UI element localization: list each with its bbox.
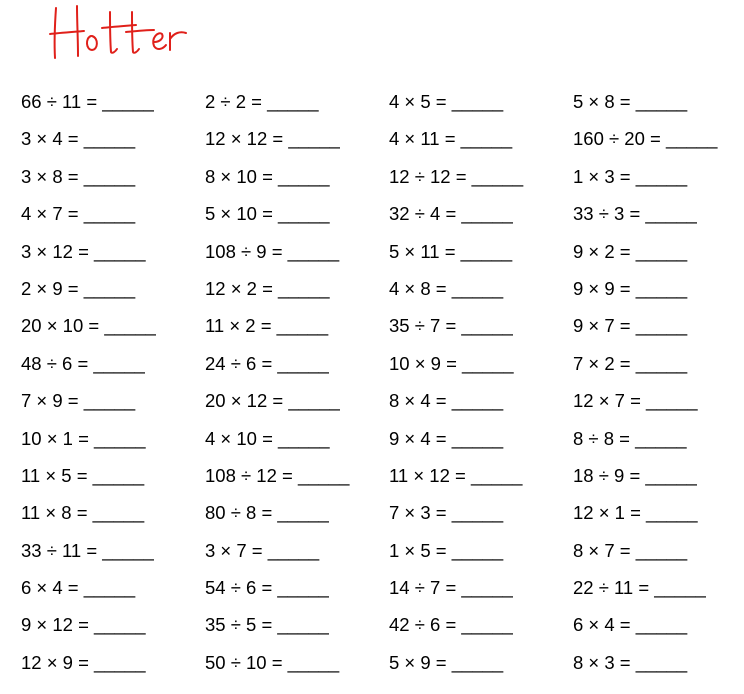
math-problem: 11 × 8 = _____	[21, 502, 145, 524]
math-problem: 4 × 7 = _____	[21, 203, 136, 225]
math-problem: 3 × 8 = _____	[21, 165, 136, 187]
math-problem: 7 × 2 = _____	[573, 352, 688, 374]
math-problem: 11 × 5 = _____	[21, 464, 145, 486]
math-problem: 9 × 4 = _____	[389, 427, 504, 449]
math-problem: 11 × 2 = _____	[205, 315, 329, 337]
math-problem: 1 × 5 = _____	[389, 539, 504, 561]
math-problem: 8 × 10 = _____	[205, 165, 330, 187]
math-problem: 9 × 9 = _____	[573, 277, 688, 299]
worksheet-row	[21, 90, 741, 127]
worksheet-row	[21, 240, 741, 277]
math-problem: 54 ÷ 6 = _____	[205, 577, 329, 599]
math-problem: 8 × 4 = _____	[389, 390, 504, 412]
math-problem: 8 × 3 = _____	[573, 651, 688, 673]
math-problem: 10 × 1 = _____	[21, 427, 146, 449]
math-problem: 7 × 3 = _____	[389, 502, 504, 524]
math-problem: 8 × 7 = _____	[573, 539, 688, 561]
math-problem: 10 × 9 = _____	[389, 352, 514, 374]
math-problem: 6 × 4 = _____	[573, 614, 688, 636]
math-problem: 9 × 12 = _____	[21, 614, 146, 636]
math-problem: 14 ÷ 7 = _____	[389, 577, 513, 599]
worksheet-row	[21, 613, 741, 650]
math-problem: 4 × 8 = _____	[389, 277, 504, 299]
math-problem: 4 × 11 = _____	[389, 128, 513, 150]
math-problem: 12 ÷ 12 = _____	[389, 165, 524, 187]
math-problem: 5 × 10 = _____	[205, 203, 330, 225]
math-problem: 3 × 4 = _____	[21, 128, 136, 150]
math-problem: 24 ÷ 6 = _____	[205, 352, 329, 374]
math-problem: 5 × 8 = _____	[573, 91, 688, 112]
math-problem: 3 × 7 = _____	[205, 539, 320, 561]
worksheet-row	[21, 651, 741, 688]
math-problem: 4 × 5 = _____	[389, 91, 504, 112]
worksheet-row	[21, 202, 741, 239]
math-problem: 4 × 10 = _____	[205, 427, 330, 449]
math-problem: 50 ÷ 10 = _____	[205, 651, 340, 673]
math-problem: 80 ÷ 8 = _____	[205, 502, 329, 524]
math-problem: 9 × 2 = _____	[573, 240, 688, 262]
math-problem: 35 ÷ 5 = _____	[205, 614, 329, 636]
math-problem: 108 ÷ 9 = _____	[205, 240, 340, 262]
math-problem: 35 ÷ 7 = _____	[389, 315, 513, 337]
math-problem: 2 × 9 = _____	[21, 277, 136, 299]
math-problem: 12 × 7 = _____	[573, 390, 698, 412]
math-problem: 160 ÷ 20 = _____	[573, 128, 718, 150]
worksheet-row	[21, 165, 741, 202]
math-problem: 48 ÷ 6 = _____	[21, 352, 145, 374]
handwritten-student-name	[46, 0, 206, 70]
math-problem: 11 × 12 = _____	[389, 464, 523, 486]
math-problem: 5 × 11 = _____	[389, 240, 513, 262]
worksheet-row	[21, 277, 741, 314]
math-problem: 6 × 4 = _____	[21, 577, 136, 599]
worksheet-row	[21, 539, 741, 576]
worksheet-row	[21, 127, 741, 164]
math-problem: 2 ÷ 2 = _____	[205, 91, 319, 112]
worksheet-row	[21, 501, 741, 538]
worksheet-row	[21, 314, 741, 351]
math-problem: 9 × 7 = _____	[573, 315, 688, 337]
math-problem: 12 × 1 = _____	[573, 502, 698, 524]
worksheet-row	[21, 352, 741, 389]
math-problem: 42 ÷ 6 = _____	[389, 614, 513, 636]
math-problem: 32 ÷ 4 = _____	[389, 203, 513, 225]
math-problem: 66 ÷ 11 = _____	[21, 91, 154, 112]
math-problem: 12 × 2 = _____	[205, 277, 330, 299]
worksheet-row	[21, 576, 741, 613]
math-problem: 18 ÷ 9 = _____	[573, 464, 697, 486]
math-problem: 33 ÷ 11 = _____	[21, 539, 154, 561]
math-problem: 108 ÷ 12 = _____	[205, 464, 350, 486]
math-worksheet	[21, 90, 741, 688]
math-problem: 20 × 12 = _____	[205, 390, 340, 412]
math-problem: 12 × 9 = _____	[21, 651, 146, 673]
math-problem: 20 × 10 = _____	[21, 315, 156, 337]
math-problem: 8 ÷ 8 = _____	[573, 427, 687, 449]
math-problem: 22 ÷ 11 = _____	[573, 577, 706, 599]
worksheet-row	[21, 389, 741, 426]
math-problem: 1 × 3 = _____	[573, 165, 688, 187]
math-problem: 5 × 9 = _____	[389, 651, 504, 673]
worksheet-row	[21, 427, 741, 464]
worksheet-row	[21, 464, 741, 501]
math-problem: 7 × 9 = _____	[21, 390, 136, 412]
math-problem: 12 × 12 = _____	[205, 128, 340, 150]
math-problem: 3 × 12 = _____	[21, 240, 146, 262]
math-problem: 33 ÷ 3 = _____	[573, 203, 697, 225]
